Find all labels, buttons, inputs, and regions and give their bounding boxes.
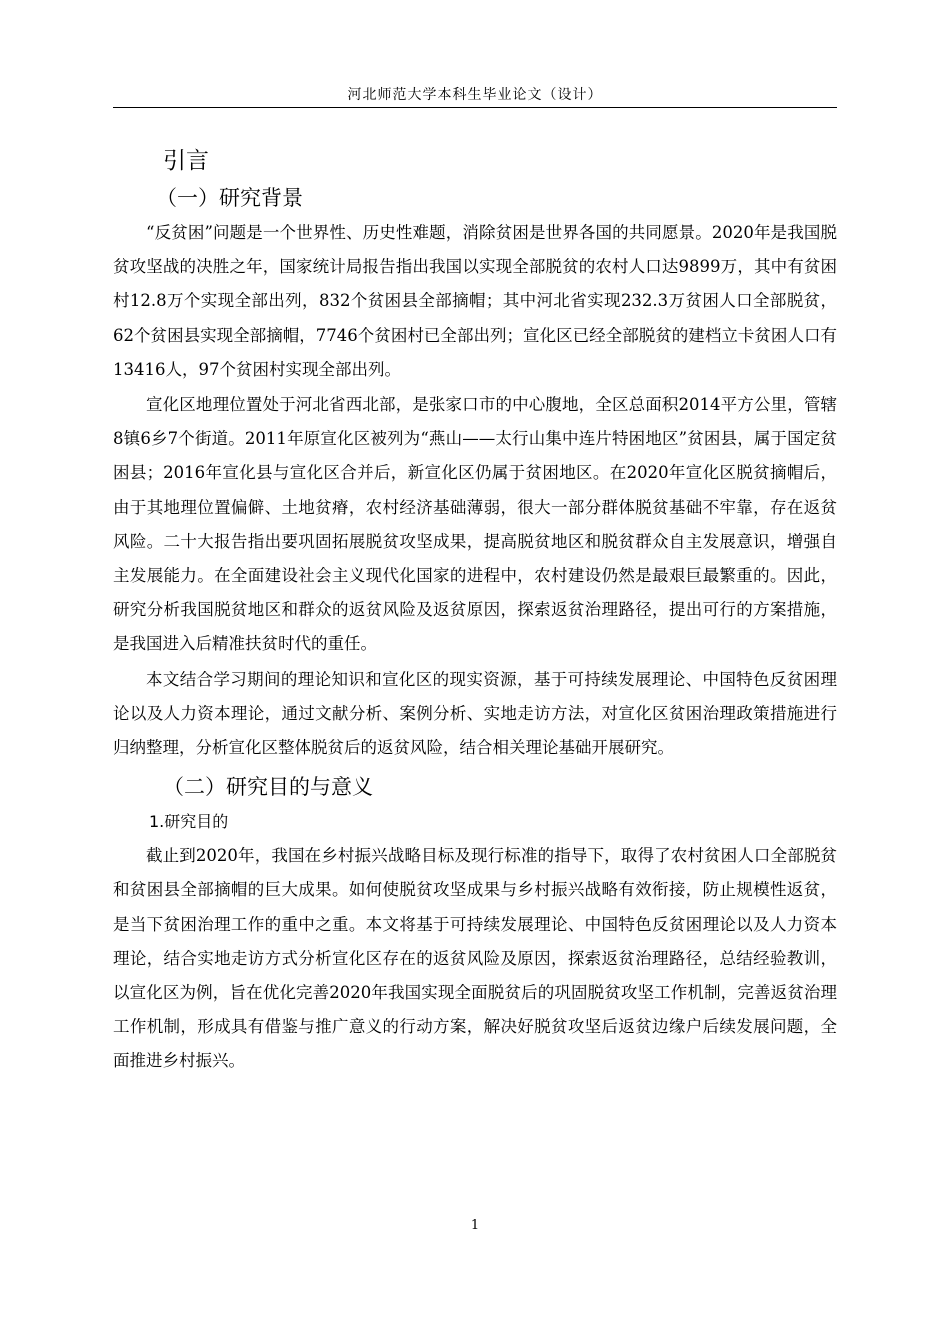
background-paragraph-1: “反贫困”问题是一个世界性、历史性难题，消除贫困是世界各国的共同愿景。2020年是我国脱贫攻坚战的决胜之年，国家统计局报告指出我国以实现全部脱贫的农村人口达9899万，其中有贫困村12.8万个实现全部出列，832个贫困县全部摘帽；其中河北省实现232.3万贫困人口全部脱贫，62个贫困县实现全部摘帽，7746个贫困村已全部出列；宣化区已经全部脱贫的建档立卡贫困人口有13416人，97个贫困村实现全部出列。 bbox=[113, 223, 837, 379]
header-divider bbox=[113, 107, 837, 108]
page-number: 1 bbox=[470, 1218, 480, 1233]
purpose-paragraph-1: 截止到2020年，我国在乡村振兴战略目标及现行标准的指导下，取得了农村贫困人口全部脱贫和贫困县全部摘帽的巨大成果。如何使脱贫攻坚成果与乡村振兴战略有效衔接，防止规模性返贫，是当下贫困治理工作的重中之重。本文将基于可持续发展理论、中国特色反贫困理论以及人力资本理论，结合实地走访方式分析宣化区存在的返贫风险及原因，探索返贫治理路径，总结经验教训，以宣化区为例，旨在优化完善2020年我国实现全面脱贫后的巩固脱贫攻坚工作机制，完善返贫治理工作机制，形成具有借鉴与推广意义的行动方案，解决好脱贫攻坚后返贫边缘户后续发展问题，全面推进乡村振兴。 bbox=[113, 846, 837, 1071]
page-body bbox=[113, 142, 837, 1080]
background-paragraph-2: 宣化区地理位置处于河北省西北部，是张家口市的中心腹地，全区总面积2014平方公里，管辖8镇6乡7个街道。2011年原宣化区被列为“燕山——太行山集中连片特困地区”贫困县，属于国定贫困县；2016年宣化县与宣化区合并后，新宣化区仍属于贫困地区。在2020年宣化区脱贫摘帽后，由于其地理位置偏僻、土地贫瘠，农村经济基础薄弱，很大一部分群体脱贫基础不牢靠，存在返贫风险。二十大报告指出要巩固拓展脱贫攻坚成果，提高脱贫地区和脱贫群众自主发展意识，增强自主发展能力。在全面建设社会主义现代化国家的进程中，农村建设仍然是最艰巨最繁重的。因此，研究分析我国脱贫地区和群众的返贫风险及返贫原因，探索返贫治理路径，提出可行的方案措施，是我国进入后精准扶贫时代的重任。 bbox=[113, 395, 837, 654]
research-purpose-heading: （二）研究目的与意义 bbox=[163, 775, 373, 800]
background-paragraph-3: 本文结合学习期间的理论知识和宣化区的现实资源，基于可持续发展理论、中国特色反贫困理论以及人力资本理论，通过文献分析、案例分析、实地走访方法，对宣化区贫困治理政策措施进行归纳整理，分析宣化区整体脱贫后的返贫风险，结合相关理论基础开展研究。 bbox=[113, 669, 837, 758]
page-header: 河北师范大学本科生毕业论文（设计） bbox=[347, 87, 603, 103]
research-purpose-subheading: 1.研究目的 bbox=[149, 812, 229, 832]
research-background-heading: （一）研究背景 bbox=[156, 186, 303, 210]
intro-heading: 引言 bbox=[163, 148, 209, 174]
